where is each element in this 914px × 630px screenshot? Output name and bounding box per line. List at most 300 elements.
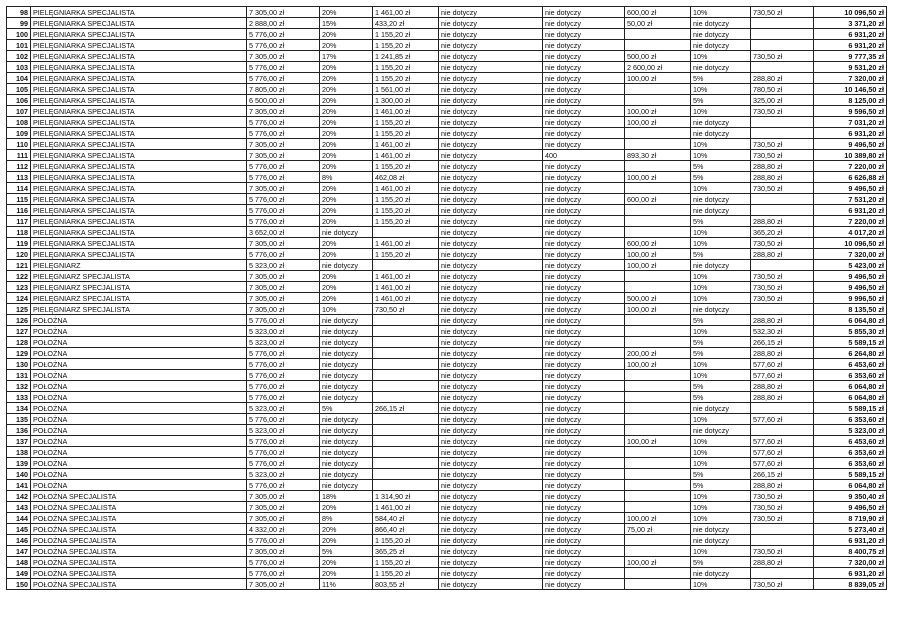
cell-seniority-amount: 730,50 zł xyxy=(751,183,814,194)
cell-other-allowance: nie dotyczy xyxy=(543,194,625,205)
cell-additional-bonus: 600,00 zł xyxy=(625,194,691,205)
cell-seniority-percent: nie dotyczy xyxy=(691,62,751,73)
cell-seniority-amount xyxy=(751,29,814,40)
cell-row-number: 114 xyxy=(7,183,31,194)
table-row xyxy=(7,579,887,590)
cell-additional-bonus xyxy=(625,579,691,590)
cell-other-allowance: nie dotyczy xyxy=(543,73,625,84)
cell-function-allowance: nie dotyczy xyxy=(439,513,543,524)
cell-other-allowance: nie dotyczy xyxy=(543,392,625,403)
cell-function-allowance: nie dotyczy xyxy=(439,128,543,139)
cell-function-allowance: nie dotyczy xyxy=(439,568,543,579)
cell-seniority-amount: 730,50 zł xyxy=(751,491,814,502)
cell-allowance-percent: nie dotyczy xyxy=(320,458,373,469)
cell-additional-bonus xyxy=(625,469,691,480)
cell-row-number: 136 xyxy=(7,425,31,436)
cell-seniority-percent: nie dotyczy xyxy=(691,128,751,139)
cell-base-salary: 4 332,00 zł xyxy=(247,524,320,535)
cell-total: 6 453,60 zł xyxy=(814,436,887,447)
cell-base-salary: 7 305,00 zł xyxy=(247,491,320,502)
cell-additional-bonus xyxy=(625,392,691,403)
cell-position: POŁOŻNA xyxy=(31,458,247,469)
cell-seniority-amount: 288,80 zł xyxy=(751,172,814,183)
cell-additional-bonus xyxy=(625,425,691,436)
cell-position: PIELĘGNIARZ xyxy=(31,260,247,271)
cell-allowance-amount: 1 155,20 zł xyxy=(373,73,439,84)
cell-row-number: 148 xyxy=(7,557,31,568)
cell-allowance-percent: 20% xyxy=(320,524,373,535)
cell-additional-bonus xyxy=(625,546,691,557)
cell-seniority-percent: 10% xyxy=(691,139,751,150)
cell-allowance-percent: nie dotyczy xyxy=(320,315,373,326)
cell-allowance-percent: 11% xyxy=(320,579,373,590)
cell-seniority-percent: 10% xyxy=(691,370,751,381)
cell-additional-bonus: 100,00 zł xyxy=(625,359,691,370)
cell-base-salary: 5 776,00 zł xyxy=(247,447,320,458)
cell-allowance-amount xyxy=(373,260,439,271)
cell-additional-bonus xyxy=(625,216,691,227)
cell-total: 9 996,50 zł xyxy=(814,293,887,304)
cell-position: PIELĘGNIARKA SPECJALISTA xyxy=(31,183,247,194)
salary-table xyxy=(6,6,887,590)
cell-allowance-percent: nie dotyczy xyxy=(320,436,373,447)
cell-position: POŁOŻNA SPECJALISTA xyxy=(31,513,247,524)
cell-base-salary: 7 305,00 zł xyxy=(247,271,320,282)
cell-total: 8 719,90 zł xyxy=(814,513,887,524)
cell-seniority-percent: 10% xyxy=(691,238,751,249)
cell-total: 5 323,00 zł xyxy=(814,425,887,436)
cell-seniority-percent: 10% xyxy=(691,436,751,447)
cell-total: 9 777,35 zł xyxy=(814,51,887,62)
cell-function-allowance: nie dotyczy xyxy=(439,480,543,491)
cell-function-allowance: nie dotyczy xyxy=(439,403,543,414)
cell-allowance-amount: 1 155,20 zł xyxy=(373,557,439,568)
cell-function-allowance: nie dotyczy xyxy=(439,194,543,205)
cell-other-allowance: nie dotyczy xyxy=(543,238,625,249)
cell-allowance-percent: 20% xyxy=(320,216,373,227)
table-row xyxy=(7,271,887,282)
cell-additional-bonus xyxy=(625,502,691,513)
cell-allowance-percent: 20% xyxy=(320,128,373,139)
cell-base-salary: 5 776,00 zł xyxy=(247,205,320,216)
cell-seniority-amount: 730,50 zł xyxy=(751,150,814,161)
table-row xyxy=(7,172,887,183)
cell-additional-bonus: 100,00 zł xyxy=(625,436,691,447)
cell-position: PIELĘGNIARZ SPECJALISTA xyxy=(31,304,247,315)
cell-total: 6 353,60 zł xyxy=(814,414,887,425)
cell-allowance-amount: 1 155,20 zł xyxy=(373,568,439,579)
cell-total: 5 273,40 zł xyxy=(814,524,887,535)
cell-allowance-amount: 1 461,00 zł xyxy=(373,106,439,117)
cell-function-allowance: nie dotyczy xyxy=(439,84,543,95)
cell-base-salary: 5 776,00 zł xyxy=(247,414,320,425)
cell-seniority-percent: 10% xyxy=(691,447,751,458)
cell-seniority-amount: 288,80 zł xyxy=(751,381,814,392)
table-row xyxy=(7,260,887,271)
cell-total: 7 031,20 zł xyxy=(814,117,887,128)
cell-seniority-percent: 10% xyxy=(691,227,751,238)
cell-seniority-amount: 288,80 zł xyxy=(751,392,814,403)
cell-total: 7 320,00 zł xyxy=(814,73,887,84)
cell-additional-bonus: 75,00 zł xyxy=(625,524,691,535)
table-row xyxy=(7,282,887,293)
cell-row-number: 138 xyxy=(7,447,31,458)
cell-other-allowance: nie dotyczy xyxy=(543,271,625,282)
cell-allowance-amount: 584,40 zł xyxy=(373,513,439,524)
table-row xyxy=(7,7,887,18)
cell-other-allowance: nie dotyczy xyxy=(543,304,625,315)
cell-function-allowance: nie dotyczy xyxy=(439,161,543,172)
table-row xyxy=(7,227,887,238)
cell-function-allowance: nie dotyczy xyxy=(439,95,543,106)
cell-seniority-percent: 10% xyxy=(691,282,751,293)
cell-seniority-percent: 10% xyxy=(691,106,751,117)
cell-base-salary: 7 305,00 zł xyxy=(247,546,320,557)
cell-other-allowance: nie dotyczy xyxy=(543,381,625,392)
cell-seniority-percent: 10% xyxy=(691,183,751,194)
table-row xyxy=(7,216,887,227)
cell-total: 7 220,00 zł xyxy=(814,216,887,227)
cell-seniority-percent: 10% xyxy=(691,546,751,557)
cell-row-number: 98 xyxy=(7,7,31,18)
cell-other-allowance: nie dotyczy xyxy=(543,579,625,590)
cell-allowance-percent: nie dotyczy xyxy=(320,260,373,271)
cell-function-allowance: nie dotyczy xyxy=(439,326,543,337)
cell-other-allowance: nie dotyczy xyxy=(543,480,625,491)
cell-other-allowance: nie dotyczy xyxy=(543,557,625,568)
cell-additional-bonus xyxy=(625,447,691,458)
cell-additional-bonus xyxy=(625,381,691,392)
cell-base-salary: 5 776,00 zł xyxy=(247,370,320,381)
cell-allowance-amount xyxy=(373,337,439,348)
cell-position: PIELĘGNIARKA SPECJALISTA xyxy=(31,172,247,183)
cell-base-salary: 5 776,00 zł xyxy=(247,161,320,172)
cell-allowance-percent: 20% xyxy=(320,282,373,293)
cell-allowance-percent: 20% xyxy=(320,249,373,260)
table-row xyxy=(7,194,887,205)
cell-seniority-percent: 5% xyxy=(691,315,751,326)
cell-allowance-percent: nie dotyczy xyxy=(320,414,373,425)
cell-position: POŁOŻNA xyxy=(31,414,247,425)
cell-total: 9 531,20 zł xyxy=(814,62,887,73)
cell-base-salary: 5 323,00 zł xyxy=(247,403,320,414)
cell-other-allowance: nie dotyczy xyxy=(543,326,625,337)
cell-allowance-amount: 462,08 zł xyxy=(373,172,439,183)
cell-allowance-amount xyxy=(373,469,439,480)
cell-allowance-percent: 20% xyxy=(320,161,373,172)
cell-other-allowance: nie dotyczy xyxy=(543,7,625,18)
cell-allowance-amount xyxy=(373,458,439,469)
cell-allowance-percent: 18% xyxy=(320,491,373,502)
cell-row-number: 132 xyxy=(7,381,31,392)
cell-additional-bonus xyxy=(625,370,691,381)
cell-row-number: 125 xyxy=(7,304,31,315)
cell-seniority-amount: 577,60 zł xyxy=(751,436,814,447)
cell-allowance-amount: 1 461,00 zł xyxy=(373,139,439,150)
cell-seniority-percent: nie dotyczy xyxy=(691,18,751,29)
cell-additional-bonus xyxy=(625,403,691,414)
cell-seniority-amount: 365,20 zł xyxy=(751,227,814,238)
cell-total: 6 931,20 zł xyxy=(814,535,887,546)
cell-row-number: 135 xyxy=(7,414,31,425)
cell-seniority-amount: 266,15 zł xyxy=(751,337,814,348)
cell-other-allowance: nie dotyczy xyxy=(543,348,625,359)
cell-row-number: 134 xyxy=(7,403,31,414)
cell-seniority-percent: 10% xyxy=(691,326,751,337)
table-row xyxy=(7,95,887,106)
cell-row-number: 139 xyxy=(7,458,31,469)
cell-total: 6 064,80 zł xyxy=(814,392,887,403)
cell-seniority-percent: 10% xyxy=(691,359,751,370)
cell-row-number: 109 xyxy=(7,128,31,139)
cell-function-allowance: nie dotyczy xyxy=(439,425,543,436)
cell-seniority-amount xyxy=(751,568,814,579)
cell-position: POŁOŻNA SPECJALISTA xyxy=(31,579,247,590)
cell-total: 9 350,40 zł xyxy=(814,491,887,502)
cell-function-allowance: nie dotyczy xyxy=(439,150,543,161)
cell-row-number: 110 xyxy=(7,139,31,150)
table-body xyxy=(7,7,887,590)
cell-base-salary: 5 323,00 zł xyxy=(247,337,320,348)
cell-function-allowance: nie dotyczy xyxy=(439,535,543,546)
cell-additional-bonus: 500,00 zł xyxy=(625,51,691,62)
cell-function-allowance: nie dotyczy xyxy=(439,7,543,18)
cell-total: 9 496,50 zł xyxy=(814,282,887,293)
cell-additional-bonus xyxy=(625,414,691,425)
table-row xyxy=(7,161,887,172)
table-row xyxy=(7,568,887,579)
cell-total: 5 589,15 zł xyxy=(814,469,887,480)
cell-other-allowance: nie dotyczy xyxy=(543,51,625,62)
cell-row-number: 108 xyxy=(7,117,31,128)
cell-allowance-percent: 20% xyxy=(320,238,373,249)
cell-seniority-percent: 5% xyxy=(691,348,751,359)
cell-function-allowance: nie dotyczy xyxy=(439,205,543,216)
cell-total: 6 353,60 zł xyxy=(814,447,887,458)
cell-allowance-percent: nie dotyczy xyxy=(320,469,373,480)
table-row xyxy=(7,293,887,304)
table-row xyxy=(7,337,887,348)
cell-position: PIELĘGNIARZ SPECJALISTA xyxy=(31,293,247,304)
cell-function-allowance: nie dotyczy xyxy=(439,282,543,293)
table-row xyxy=(7,183,887,194)
cell-function-allowance: nie dotyczy xyxy=(439,51,543,62)
cell-other-allowance: nie dotyczy xyxy=(543,524,625,535)
cell-seniority-amount xyxy=(751,205,814,216)
cell-other-allowance: nie dotyczy xyxy=(543,458,625,469)
table-row xyxy=(7,546,887,557)
cell-function-allowance: nie dotyczy xyxy=(439,469,543,480)
cell-row-number: 122 xyxy=(7,271,31,282)
cell-total: 10 096,50 zł xyxy=(814,238,887,249)
cell-row-number: 133 xyxy=(7,392,31,403)
cell-additional-bonus: 100,00 zł xyxy=(625,172,691,183)
cell-allowance-percent: 20% xyxy=(320,557,373,568)
cell-additional-bonus xyxy=(625,568,691,579)
cell-other-allowance: nie dotyczy xyxy=(543,359,625,370)
table-row xyxy=(7,29,887,40)
cell-position: POŁOŻNA xyxy=(31,436,247,447)
cell-total: 6 931,20 zł xyxy=(814,128,887,139)
cell-allowance-amount: 1 461,00 zł xyxy=(373,238,439,249)
cell-row-number: 143 xyxy=(7,502,31,513)
cell-total: 6 931,20 zł xyxy=(814,568,887,579)
cell-allowance-percent: nie dotyczy xyxy=(320,227,373,238)
cell-row-number: 126 xyxy=(7,315,31,326)
table-row xyxy=(7,524,887,535)
cell-function-allowance: nie dotyczy xyxy=(439,139,543,150)
cell-seniority-amount xyxy=(751,128,814,139)
cell-seniority-amount: 288,80 zł xyxy=(751,216,814,227)
table-row xyxy=(7,304,887,315)
cell-other-allowance: nie dotyczy xyxy=(543,447,625,458)
cell-function-allowance: nie dotyczy xyxy=(439,491,543,502)
cell-allowance-percent: 20% xyxy=(320,73,373,84)
cell-seniority-amount: 288,80 zł xyxy=(751,480,814,491)
cell-allowance-amount xyxy=(373,414,439,425)
cell-seniority-amount: 730,50 zł xyxy=(751,106,814,117)
cell-function-allowance: nie dotyczy xyxy=(439,172,543,183)
cell-function-allowance: nie dotyczy xyxy=(439,29,543,40)
cell-function-allowance: nie dotyczy xyxy=(439,40,543,51)
cell-row-number: 137 xyxy=(7,436,31,447)
cell-seniority-percent: nie dotyczy xyxy=(691,117,751,128)
cell-seniority-percent: nie dotyczy xyxy=(691,194,751,205)
cell-total: 6 931,20 zł xyxy=(814,205,887,216)
table-row xyxy=(7,139,887,150)
cell-allowance-amount: 1 155,20 zł xyxy=(373,205,439,216)
cell-seniority-percent: 10% xyxy=(691,51,751,62)
cell-function-allowance: nie dotyczy xyxy=(439,238,543,249)
cell-row-number: 112 xyxy=(7,161,31,172)
cell-row-number: 128 xyxy=(7,337,31,348)
cell-additional-bonus xyxy=(625,183,691,194)
table-row xyxy=(7,469,887,480)
table-row xyxy=(7,535,887,546)
cell-total: 8 135,50 zł xyxy=(814,304,887,315)
cell-base-salary: 5 323,00 zł xyxy=(247,260,320,271)
cell-other-allowance: nie dotyczy xyxy=(543,414,625,425)
cell-other-allowance: nie dotyczy xyxy=(543,315,625,326)
cell-base-salary: 5 776,00 zł xyxy=(247,359,320,370)
cell-base-salary: 7 305,00 zł xyxy=(247,513,320,524)
cell-other-allowance: nie dotyczy xyxy=(543,491,625,502)
cell-other-allowance: nie dotyczy xyxy=(543,282,625,293)
cell-seniority-percent: 10% xyxy=(691,7,751,18)
cell-other-allowance: nie dotyczy xyxy=(543,128,625,139)
cell-base-salary: 5 776,00 zł xyxy=(247,128,320,139)
cell-allowance-amount: 1 300,00 zł xyxy=(373,95,439,106)
cell-additional-bonus xyxy=(625,84,691,95)
cell-allowance-amount: 1 155,20 zł xyxy=(373,62,439,73)
cell-allowance-percent: nie dotyczy xyxy=(320,480,373,491)
cell-allowance-amount: 1 155,20 zł xyxy=(373,40,439,51)
cell-position: POŁOŻNA xyxy=(31,381,247,392)
cell-additional-bonus xyxy=(625,161,691,172)
cell-allowance-amount xyxy=(373,381,439,392)
cell-seniority-amount: 577,60 zł xyxy=(751,458,814,469)
table-row xyxy=(7,249,887,260)
cell-additional-bonus xyxy=(625,29,691,40)
cell-allowance-amount: 1 461,00 zł xyxy=(373,150,439,161)
cell-base-salary: 7 305,00 zł xyxy=(247,183,320,194)
cell-allowance-percent: nie dotyczy xyxy=(320,337,373,348)
cell-other-allowance: nie dotyczy xyxy=(543,172,625,183)
cell-seniority-amount xyxy=(751,62,814,73)
cell-row-number: 124 xyxy=(7,293,31,304)
cell-seniority-percent: 5% xyxy=(691,249,751,260)
cell-base-salary: 7 305,00 zł xyxy=(247,7,320,18)
cell-seniority-amount xyxy=(751,194,814,205)
cell-allowance-amount: 1 461,00 zł xyxy=(373,502,439,513)
cell-position: PIELĘGNIARKA SPECJALISTA xyxy=(31,117,247,128)
cell-total: 9 496,50 zł xyxy=(814,183,887,194)
cell-function-allowance: nie dotyczy xyxy=(439,216,543,227)
cell-total: 6 931,20 zł xyxy=(814,40,887,51)
cell-additional-bonus xyxy=(625,95,691,106)
cell-other-allowance: nie dotyczy xyxy=(543,106,625,117)
cell-total: 6 064,80 zł xyxy=(814,480,887,491)
cell-function-allowance: nie dotyczy xyxy=(439,227,543,238)
table-row xyxy=(7,73,887,84)
cell-allowance-percent: 20% xyxy=(320,62,373,73)
cell-allowance-amount xyxy=(373,480,439,491)
cell-total: 6 353,60 zł xyxy=(814,370,887,381)
cell-seniority-percent: 5% xyxy=(691,337,751,348)
cell-function-allowance: nie dotyczy xyxy=(439,579,543,590)
cell-row-number: 104 xyxy=(7,73,31,84)
table-row xyxy=(7,425,887,436)
cell-function-allowance: nie dotyczy xyxy=(439,502,543,513)
cell-additional-bonus: 100,00 zł xyxy=(625,557,691,568)
cell-function-allowance: nie dotyczy xyxy=(439,436,543,447)
cell-allowance-amount xyxy=(373,359,439,370)
table-row xyxy=(7,205,887,216)
cell-row-number: 140 xyxy=(7,469,31,480)
cell-row-number: 145 xyxy=(7,524,31,535)
table-row xyxy=(7,403,887,414)
cell-allowance-amount xyxy=(373,436,439,447)
table-row xyxy=(7,381,887,392)
cell-base-salary: 7 305,00 zł xyxy=(247,304,320,315)
table-row xyxy=(7,51,887,62)
table-row xyxy=(7,436,887,447)
cell-position: PIELĘGNIARKA SPECJALISTA xyxy=(31,73,247,84)
cell-total: 9 596,50 zł xyxy=(814,106,887,117)
cell-base-salary: 5 776,00 zł xyxy=(247,557,320,568)
cell-allowance-percent: nie dotyczy xyxy=(320,392,373,403)
cell-other-allowance: nie dotyczy xyxy=(543,568,625,579)
cell-seniority-percent: 10% xyxy=(691,84,751,95)
cell-other-allowance: nie dotyczy xyxy=(543,535,625,546)
cell-total: 7 531,20 zł xyxy=(814,194,887,205)
cell-seniority-percent: 5% xyxy=(691,480,751,491)
cell-seniority-amount xyxy=(751,18,814,29)
cell-row-number: 99 xyxy=(7,18,31,29)
cell-seniority-amount: 730,50 zł xyxy=(751,139,814,150)
cell-base-salary: 6 500,00 zł xyxy=(247,95,320,106)
table-row xyxy=(7,62,887,73)
cell-position: POŁOŻNA xyxy=(31,403,247,414)
cell-row-number: 131 xyxy=(7,370,31,381)
cell-position: PIELĘGNIARKA SPECJALISTA xyxy=(31,139,247,150)
cell-function-allowance: nie dotyczy xyxy=(439,370,543,381)
cell-additional-bonus xyxy=(625,326,691,337)
cell-position: PIELĘGNIARKA SPECJALISTA xyxy=(31,62,247,73)
cell-position: PIELĘGNIARKA SPECJALISTA xyxy=(31,249,247,260)
cell-base-salary: 5 323,00 zł xyxy=(247,425,320,436)
cell-total: 8 125,00 zł xyxy=(814,95,887,106)
